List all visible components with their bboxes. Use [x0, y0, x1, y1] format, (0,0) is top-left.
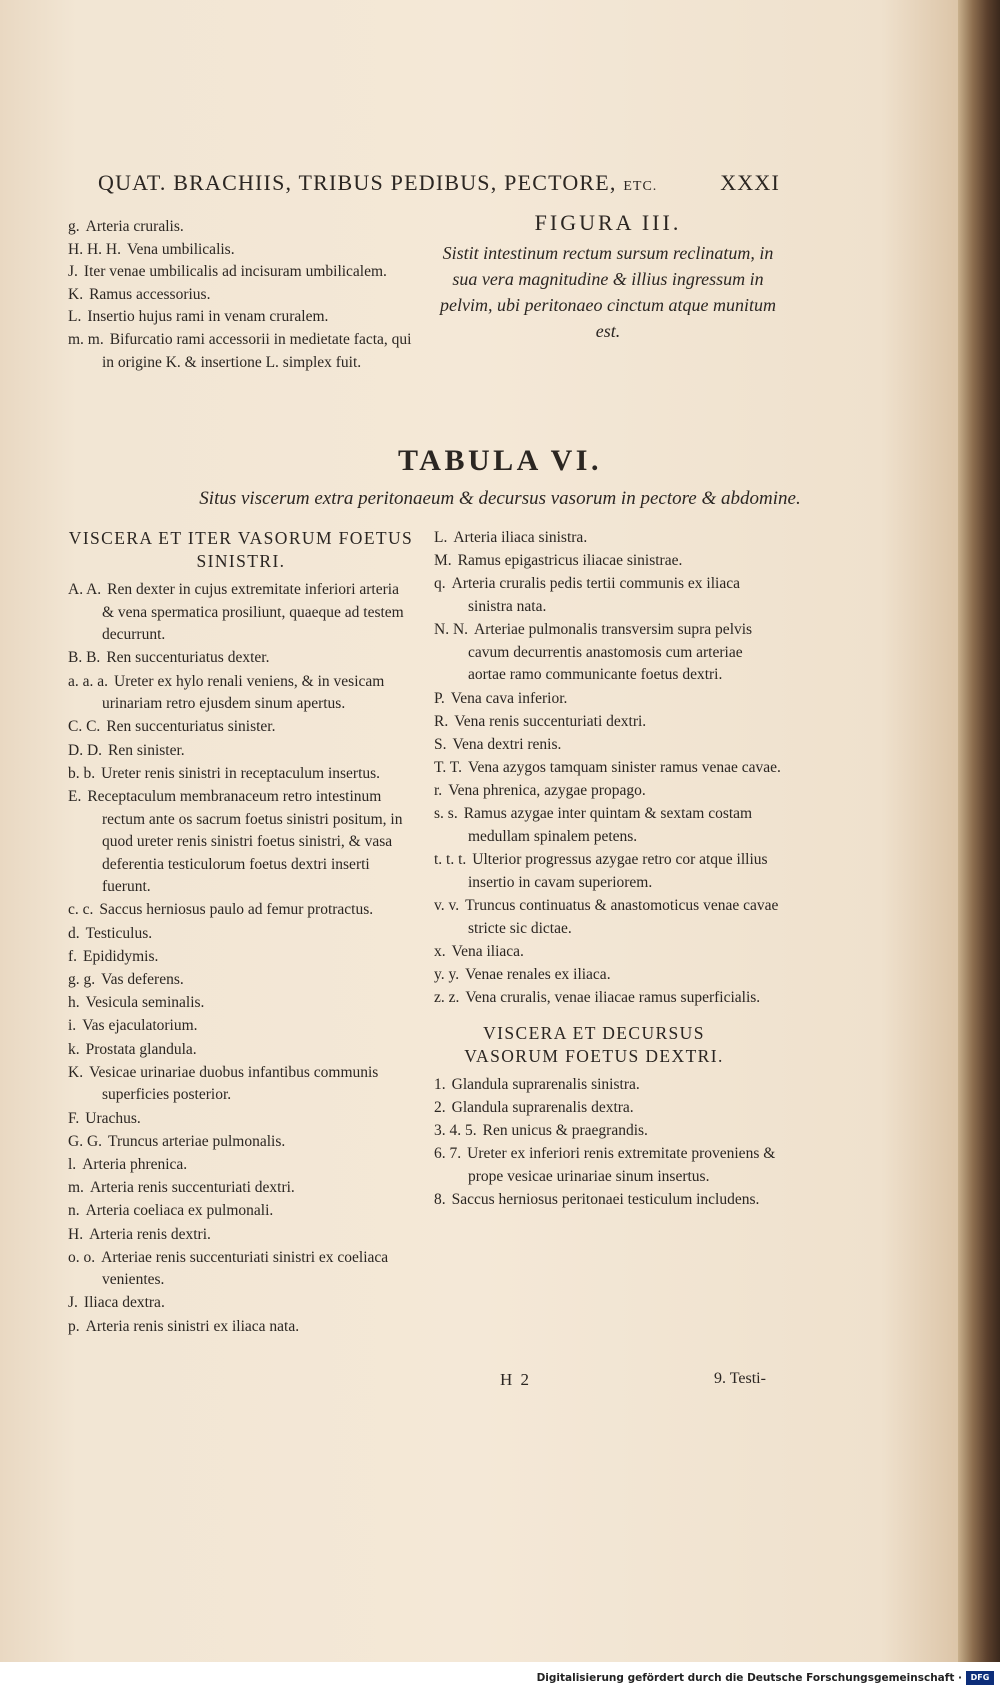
- legend-entry-text: Ren dexter in cujus extremitate inferiori arteria & vena spermatica prosiliunt, quaeque ad testem decurrunt.: [102, 581, 404, 644]
- legend-entry-text: Bifurcatio rami accessorii in medietate facta, qui in origine K. & insertione L. simplex fuit.: [102, 330, 412, 371]
- legend-entry-text: Glandula suprarenalis dextra.: [451, 1098, 634, 1116]
- legend-entry-label: 3. 4. 5.: [434, 1122, 477, 1140]
- legend-entry: [434, 550, 784, 573]
- legend-entry-text: Arteria renis succenturiati dextri.: [89, 1179, 295, 1197]
- legend-entry-label: C. C.: [68, 718, 101, 736]
- legend-entry: [68, 329, 414, 374]
- legend-entry-label: E.: [68, 787, 82, 805]
- legend-entry-label: K.: [68, 1063, 84, 1081]
- legend-entry: [68, 1062, 414, 1107]
- legend-entry: [68, 239, 414, 262]
- legend-entry-text: Vena umbilicalis.: [126, 240, 235, 258]
- legend-entry: [68, 1131, 414, 1154]
- legend-entry-label: F.: [68, 1109, 80, 1127]
- legend-entry-text: Truncus continuatus & anastomoticus venae cavae stricte sic dictae.: [465, 897, 779, 937]
- legend-entry: [434, 803, 784, 848]
- running-head: [98, 170, 780, 196]
- legend-entry: [434, 941, 784, 964]
- legend-entry-label: l.: [68, 1155, 77, 1173]
- legend-entry: [68, 306, 414, 329]
- legend-entry-text: Vesicae urinariae duobus infantibus communis superficies posterior.: [89, 1063, 379, 1104]
- legend-entry-text: Glandula suprarenalis sinistra.: [451, 1075, 640, 1093]
- left-section-heading: VISCERA ET ITER VASORUM FOETUS SINISTRI.: [68, 528, 414, 571]
- legend-entry-text: Vena cava inferior.: [450, 689, 568, 707]
- legend-entry-label: o. o.: [68, 1248, 96, 1266]
- legend-entry-label: h.: [68, 994, 80, 1012]
- legend-entry: [68, 579, 414, 647]
- legend-entry-text: Receptaculum membranaceum retro intestinum rectum ante os sacrum foetus sinistri positum, in quod ureter renis sinistri foetus sinistri, & vasa deferentia testiculorum foetus dextri inserti fuerunt.: [87, 787, 403, 896]
- legend-entry: [68, 1316, 414, 1339]
- legend-entry-label: D. D.: [68, 741, 103, 759]
- legend-entry-label: 1.: [434, 1075, 446, 1093]
- legend-entry-label: t. t. t.: [434, 851, 467, 869]
- tabula-subtitle: Situs viscerum extra peritonaeum & decursus vasorum in pectore & abdomine.: [199, 488, 801, 509]
- legend-entry: [68, 1015, 414, 1038]
- legend-entry-text: Vesicula seminalis.: [85, 994, 205, 1012]
- legend-entry: [68, 261, 414, 284]
- legend-entry: [68, 1177, 414, 1200]
- legend-entry: [68, 923, 414, 946]
- legend-entry-text: Arteriae pulmonalis transversim supra pelvis cavum decurrentis anastomosis cum arteriae aortae ramo communicante foetus dextri.: [468, 621, 753, 684]
- legend-entry-label: K.: [68, 285, 84, 303]
- legend-entry: [434, 619, 784, 687]
- legend-entry-label: J.: [68, 1294, 78, 1312]
- legend-entry: [434, 895, 784, 940]
- legend-entry: [68, 716, 414, 739]
- legend-entry-label: b. b.: [68, 764, 96, 782]
- legend-entry-text: Ureter ex inferiori renis extremitate proveniens & prope vesicae urinariae sinum insertus.: [467, 1145, 776, 1185]
- legend-entry: [434, 757, 784, 780]
- legend-entry: [434, 849, 784, 894]
- legend-entry: [434, 964, 784, 987]
- legend-entry-label: g. g.: [68, 971, 96, 989]
- legend-entry-text: Ureter renis sinistri in receptaculum insertus.: [101, 764, 381, 782]
- legend-entry: [434, 734, 784, 757]
- legend-entry: [68, 1247, 414, 1292]
- legend-entry: [68, 1154, 414, 1177]
- legend-entry: [68, 946, 414, 969]
- legend-entry: [434, 1097, 784, 1120]
- legend-entry-label: c. c.: [68, 901, 94, 919]
- legend-entry: [68, 899, 414, 922]
- legend-entry: [68, 1039, 414, 1062]
- legend-entry-text: Epididymis.: [83, 947, 159, 965]
- legend-entry-label: p.: [68, 1317, 80, 1335]
- legend-entry: [434, 1189, 784, 1212]
- legend-entry-label: z. z.: [434, 989, 460, 1007]
- legend-entry-label: q.: [434, 575, 446, 593]
- legend-entry-label: G. G.: [68, 1132, 103, 1150]
- book-page-edge: [958, 0, 1000, 1662]
- legend-entry-text: Ren sinister.: [108, 741, 185, 759]
- legend-entry-label: f.: [68, 947, 78, 965]
- legend-entry: [434, 711, 784, 734]
- legend-entry-label: 8.: [434, 1191, 446, 1209]
- footer-credit: Digitalisierung gefördert durch die Deutsche Forschungsgemeinschaft ·: [536, 1672, 962, 1684]
- legend-entry-text: Ren succenturiatus dexter.: [106, 649, 270, 667]
- figura-caption: Sistit intestinum rectum sursum reclinatum, in sua vera magnitudine & illius ingressum in pelvim, ubi peritonaeo cinctum atque munitum est.: [440, 243, 776, 341]
- legend-entry-label: B. B.: [68, 649, 101, 667]
- legend-entry-text: Insertio hujus rami in venam cruralem.: [87, 308, 329, 326]
- legend-entry-label: v. v.: [434, 897, 460, 915]
- legend-entry: [434, 1143, 784, 1188]
- legend-entry-text: Arteria renis dextri.: [89, 1225, 211, 1243]
- legend-entry-text: Ulterior progressus azygae retro cor atque illius insertio in cavam superiorem.: [468, 851, 768, 891]
- legend-entry: [68, 1292, 414, 1315]
- legend-entry-text: Urachus.: [85, 1109, 141, 1127]
- right-legend-list: [434, 527, 784, 1010]
- legend-entry-label: 6. 7.: [434, 1145, 462, 1163]
- running-head-title: QUAT. BRACHIIS, TRIBUS PEDIBUS, PECTORE,: [98, 170, 617, 195]
- legend-entry-text: Ramus azygae inter quintam & sextam costam medullam spinalem petens.: [463, 805, 753, 846]
- legend-entry-label: d.: [68, 924, 80, 942]
- legend-entry-text: Ramus accessorius.: [89, 285, 211, 303]
- legend-entry-text: Arteria renis sinistri ex iliaca nata.: [85, 1317, 300, 1335]
- legend-entry: [434, 987, 784, 1010]
- legend-entry-text: Ren unicus & praegrandis.: [482, 1122, 648, 1140]
- legend-entry-label: A. A.: [68, 581, 102, 598]
- legend-entry: [68, 216, 414, 239]
- legend-entry-label: s. s.: [434, 805, 458, 823]
- legend-entry: [68, 740, 414, 763]
- right-column: [434, 527, 784, 1212]
- running-head-etc: ETC.: [623, 179, 658, 194]
- legend-entry-label: r.: [434, 782, 443, 800]
- legend-entry-label: P.: [434, 689, 445, 707]
- legend-entry-label: i.: [68, 1017, 77, 1035]
- legend-entry-text: Ureter ex hylo renali veniens, & in vesicam urinariam retro ejusdem sinum apertus.: [102, 672, 385, 713]
- legend-entry-text: Iter venae umbilicalis ad incisuram umbilicalem.: [83, 263, 387, 281]
- legend-entry-text: Ramus epigastricus iliacae sinistrae.: [457, 552, 683, 570]
- legend-entry: [434, 688, 784, 711]
- figura-title: FIGURA III.: [534, 210, 682, 235]
- legend-entry: [68, 1200, 414, 1223]
- legend-entry: [68, 786, 414, 899]
- legend-entry-text: Vas ejaculatorium.: [82, 1017, 198, 1035]
- legend-entry: [68, 671, 414, 716]
- page-signature: H 2: [500, 1370, 532, 1389]
- legend-entry: [434, 780, 784, 803]
- legend-entry-text: Iliaca dextra.: [83, 1294, 165, 1312]
- legend-entry-text: Arteria coeliaca ex pulmonali.: [85, 1202, 274, 1220]
- legend-entry-text: Truncus arteriae pulmonalis.: [108, 1132, 286, 1150]
- legend-entry: [68, 1108, 414, 1131]
- legend-entry-label: x.: [434, 942, 446, 960]
- legend-entry: [68, 969, 414, 992]
- legend-entry-text: Vena azygos tamquam sinister ramus venae cavae.: [467, 759, 781, 777]
- right-section-list: [434, 1074, 784, 1212]
- left-section-list: [68, 579, 414, 1338]
- legend-entry-label: R.: [434, 712, 449, 730]
- legend-entry-text: Arteria cruralis.: [85, 218, 184, 235]
- legend-entry: [68, 992, 414, 1015]
- legend-entry-label: a. a. a.: [68, 672, 109, 690]
- legend-entry-label: M.: [434, 552, 452, 570]
- legend-entry-label: g.: [68, 218, 80, 235]
- legend-entry-text: Saccus herniosus peritonaei testiculum includens.: [451, 1191, 760, 1209]
- legend-entry: [68, 763, 414, 786]
- legend-entry: [434, 573, 784, 618]
- legend-entry-text: Vena dextri renis.: [452, 735, 562, 753]
- legend-entry-label: k.: [68, 1040, 80, 1058]
- legend-entry-text: Arteria phrenica.: [82, 1155, 188, 1173]
- catchword: 9. Testi-: [714, 1370, 766, 1387]
- legend-entry-text: Arteria iliaca sinistra.: [453, 529, 588, 546]
- legend-entry-label: H. H. H.: [68, 240, 121, 258]
- legend-entry-text: Vas deferens.: [101, 971, 184, 989]
- legend-entry-label: H.: [68, 1225, 84, 1243]
- legend-entry-label: S.: [434, 735, 447, 753]
- legend-entry: [68, 647, 414, 670]
- legend-entry-text: Prostata glandula.: [85, 1040, 197, 1058]
- legend-entry: [434, 527, 784, 550]
- legend-entry-text: Venae renales ex iliaca.: [465, 966, 611, 983]
- legend-entry-text: Ren succenturiatus sinister.: [106, 718, 276, 736]
- legend-entry-label: N. N.: [434, 621, 469, 639]
- legend-entry-text: Arteriae renis succenturiati sinistri ex coeliaca venientes.: [101, 1248, 389, 1289]
- legend-entry-label: y. y.: [434, 966, 460, 983]
- legend-entry-label: 2.: [434, 1098, 446, 1116]
- left-column: [68, 527, 414, 1339]
- legend-entry-label: L.: [434, 529, 448, 546]
- legend-entry: [434, 1120, 784, 1143]
- legend-entry-label: J.: [68, 263, 78, 281]
- legend-entry-label: m.: [68, 1179, 84, 1197]
- legend-entry-label: n.: [68, 1202, 80, 1220]
- legend-entry-label: L.: [68, 308, 82, 326]
- legend-entry-text: Arteria cruralis pedis tertii communis ex iliaca sinistra nata.: [451, 575, 740, 615]
- legend-entry-text: Vena phrenica, azygae propago.: [448, 782, 646, 800]
- legend-entry-text: Vena iliaca.: [451, 942, 524, 960]
- tabula-title: TABULA VI.: [398, 444, 602, 477]
- legend-entry: [434, 1074, 784, 1097]
- dfg-logo: DFG: [966, 1671, 994, 1685]
- page-folio: XXXI: [720, 170, 780, 195]
- figura-block: [432, 210, 784, 344]
- legend-entry-label: T. T.: [434, 759, 462, 777]
- legend-entry-text: Testiculus.: [85, 924, 153, 942]
- legend-entry-label: m. m.: [68, 330, 104, 348]
- legend-entry-text: Vena renis succenturiati dextri.: [454, 712, 647, 730]
- legend-entry-text: Saccus herniosus paulo ad femur protractus.: [99, 901, 374, 919]
- legend-entry-text: Vena cruralis, venae iliacae ramus superficialis.: [465, 989, 761, 1007]
- legend-entry: [68, 1224, 414, 1247]
- top-left-legend: [68, 216, 414, 374]
- legend-entry: [68, 284, 414, 307]
- right-section-heading: VISCERA ET DECURSUS VASORUM FOETUS DEXTRI.: [464, 1022, 724, 1066]
